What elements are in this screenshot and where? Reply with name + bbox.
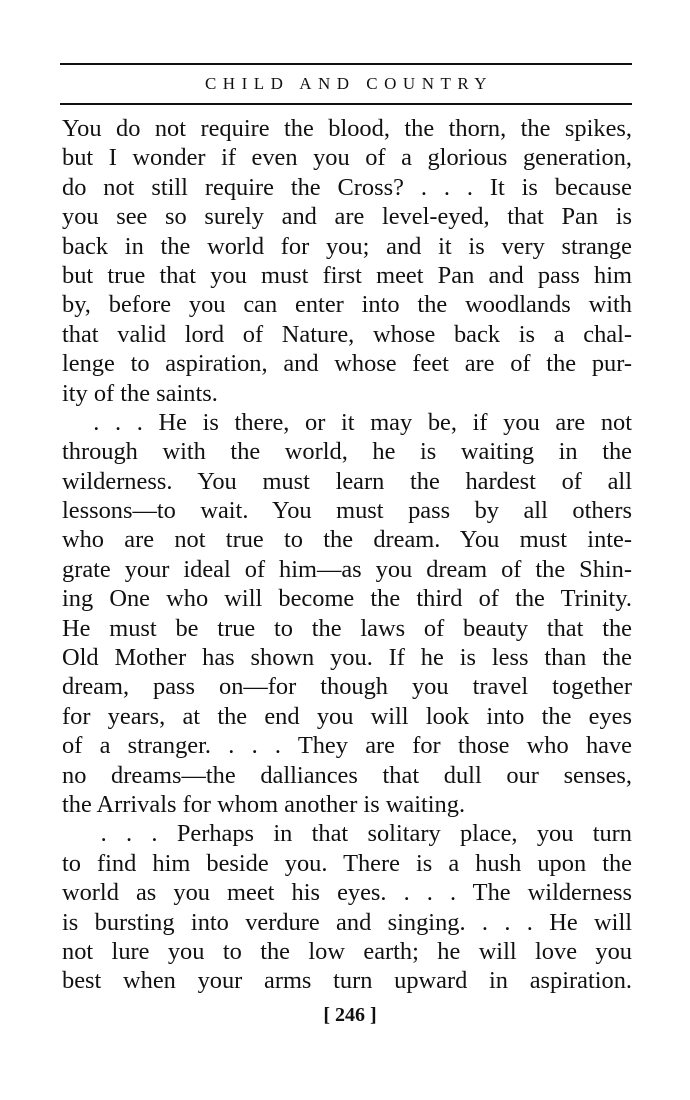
text-line: not lure you to the low earth; he will love you	[62, 937, 632, 965]
text-line: but I wonder if even you of a glorious generation,	[62, 144, 632, 172]
text-line: grate your ideal of him—as you dream of the Shin-	[62, 555, 632, 583]
text-line: do not still require the Cross? . . . It is because	[62, 173, 632, 201]
text-line: for years, at the end you will look into the eyes	[62, 702, 632, 730]
text-line: that valid lord of Nature, whose back is a chal-	[62, 320, 632, 348]
text-line: but true that you must first meet Pan and pass him	[62, 261, 632, 289]
text-line: dream, pass on—for though you travel together	[62, 673, 632, 701]
paragraph-end-line: the Arrivals for whom another is waiting.	[62, 790, 466, 818]
text-line: wilderness. You must learn the hardest of all	[62, 467, 632, 495]
text-line: lessons—to wait. You must pass by all others	[62, 497, 632, 525]
text-line: back in the world for you; and it is very strange	[62, 232, 632, 260]
text-line: world as you meet his eyes. . . . The wilderness	[62, 879, 632, 907]
running-head: CHILD AND COUNTRY	[204, 74, 494, 93]
page-number: [ 246 ]	[323, 1004, 377, 1026]
header-bottom-rule	[60, 103, 632, 105]
text-line: to find him beside you. There is a hush upon the	[62, 849, 632, 877]
text-line: best when your arms turn upward in aspiration.	[62, 967, 632, 995]
text-line: . . . Perhaps in that solitary place, you turn	[62, 820, 632, 848]
text-line: by, before you can enter into the woodlands with	[62, 291, 632, 319]
paragraph-end-line: ity of the saints.	[62, 379, 218, 407]
text-line: lenge to aspiration, and whose feet are of the pur-	[62, 350, 632, 378]
text-line: is bursting into verdure and singing. . . . He will	[62, 908, 632, 936]
text-line: of a stranger. . . . They are for those who have	[62, 732, 632, 760]
body-text	[62, 114, 632, 996]
text-line: you see so surely and are level-eyed, that Pan is	[62, 203, 632, 231]
text-line: ing One who will become the third of the Trinity.	[62, 585, 632, 613]
text-line: You do not require the blood, the thorn, the spikes,	[62, 115, 632, 142]
text-line: no dreams—the dalliances that dull our senses,	[62, 761, 632, 789]
text-line: . . . He is there, or it may be, if you are not	[62, 408, 632, 436]
text-line: who are not true to the dream. You must inte-	[62, 526, 632, 554]
text-line: He must be true to the laws of beauty that the	[62, 614, 632, 642]
header-top-rule	[60, 63, 632, 65]
text-line: Old Mother has shown you. If he is less than the	[62, 644, 632, 672]
text-line: through with the world, he is waiting in the	[62, 438, 632, 466]
